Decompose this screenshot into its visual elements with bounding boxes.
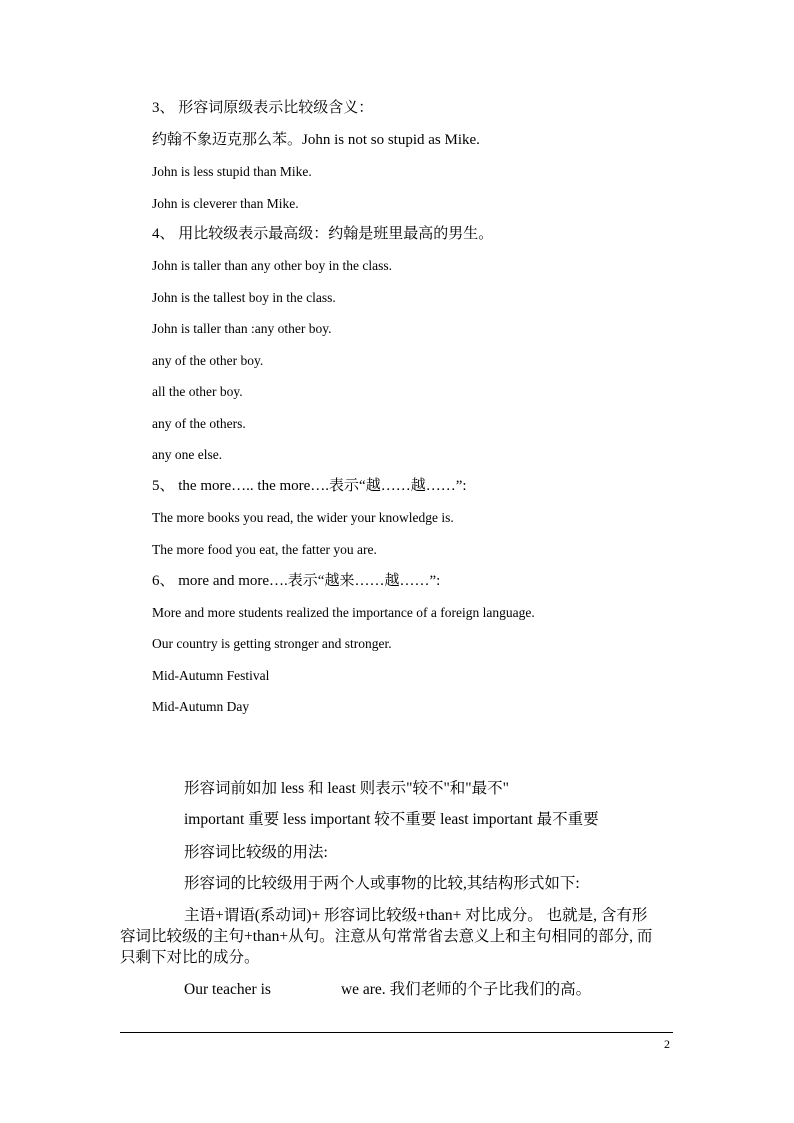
text-line: 主语+谓语(系动词)+ 形容词比较级+than+ 对比成分。 也就是, 含有形 — [184, 907, 648, 924]
text-line: John is cleverer than Mike. — [152, 196, 299, 211]
text-line: any of the other boy. — [152, 353, 264, 368]
example-part-2: we are. — [340, 981, 386, 998]
text-line: any one else. — [152, 447, 223, 462]
heading-4: 4、 用比较级表示最高级：约翰是班里最高的男生。 — [152, 226, 494, 242]
text-line: 形容词比较级的用法: — [184, 844, 328, 861]
heading-6: 6、 more and more….表示“越来……越……”: — [152, 573, 441, 589]
text-line: 形容词前如加 less 和 least 则表示"较不"和"最不" — [184, 780, 509, 797]
example-line — [184, 980, 591, 1000]
text-line: Mid-Autumn Festival — [152, 668, 270, 683]
heading-3: 3、 形容词原级表示比较级含义： — [152, 100, 374, 116]
heading-5: 5、 the more….. the more….表示“越……越……”: — [152, 478, 467, 494]
text-line: Our country is getting stronger and stronger. — [152, 636, 392, 651]
text-line: 只剩下对比的成分。 — [120, 949, 260, 966]
text-line: The more books you read, the wider your knowledge is. — [152, 510, 454, 525]
text-line: John is the tallest boy in the class. — [152, 290, 336, 305]
text-line: More and more students realized the importance of a foreign language. — [152, 605, 535, 620]
text-line: all the other boy. — [152, 384, 243, 399]
text-line: Mid-Autumn Day — [152, 699, 250, 714]
page-number: 2 — [664, 1037, 670, 1051]
text-line: The more food you eat, the fatter you are. — [152, 542, 377, 557]
text-line: 约翰不象迈克那么苯。John is not so stupid as Mike. — [152, 132, 480, 148]
text-line: 容词比较级的主句+than+从句。注意从句常常省去意义上和主句相同的部分, 而 — [120, 928, 653, 945]
text-line: 形容词的比较级用于两个人或事物的比较,其结构形式如下: — [184, 875, 580, 892]
text-line: John is less stupid than Mike. — [152, 164, 312, 179]
text-line: John is taller than any other boy in the class. — [152, 258, 392, 273]
footer-rule — [120, 1032, 673, 1033]
example-part-1: Our teacher is — [184, 981, 271, 998]
text-line: any of the others. — [152, 416, 246, 431]
example-translation: 我们老师的个子比我们的高。 — [389, 981, 592, 998]
text-line: John is taller than :any other boy. — [152, 321, 332, 336]
text-line: important 重要 less important 较不重要 least important 最不重要 — [184, 811, 599, 828]
